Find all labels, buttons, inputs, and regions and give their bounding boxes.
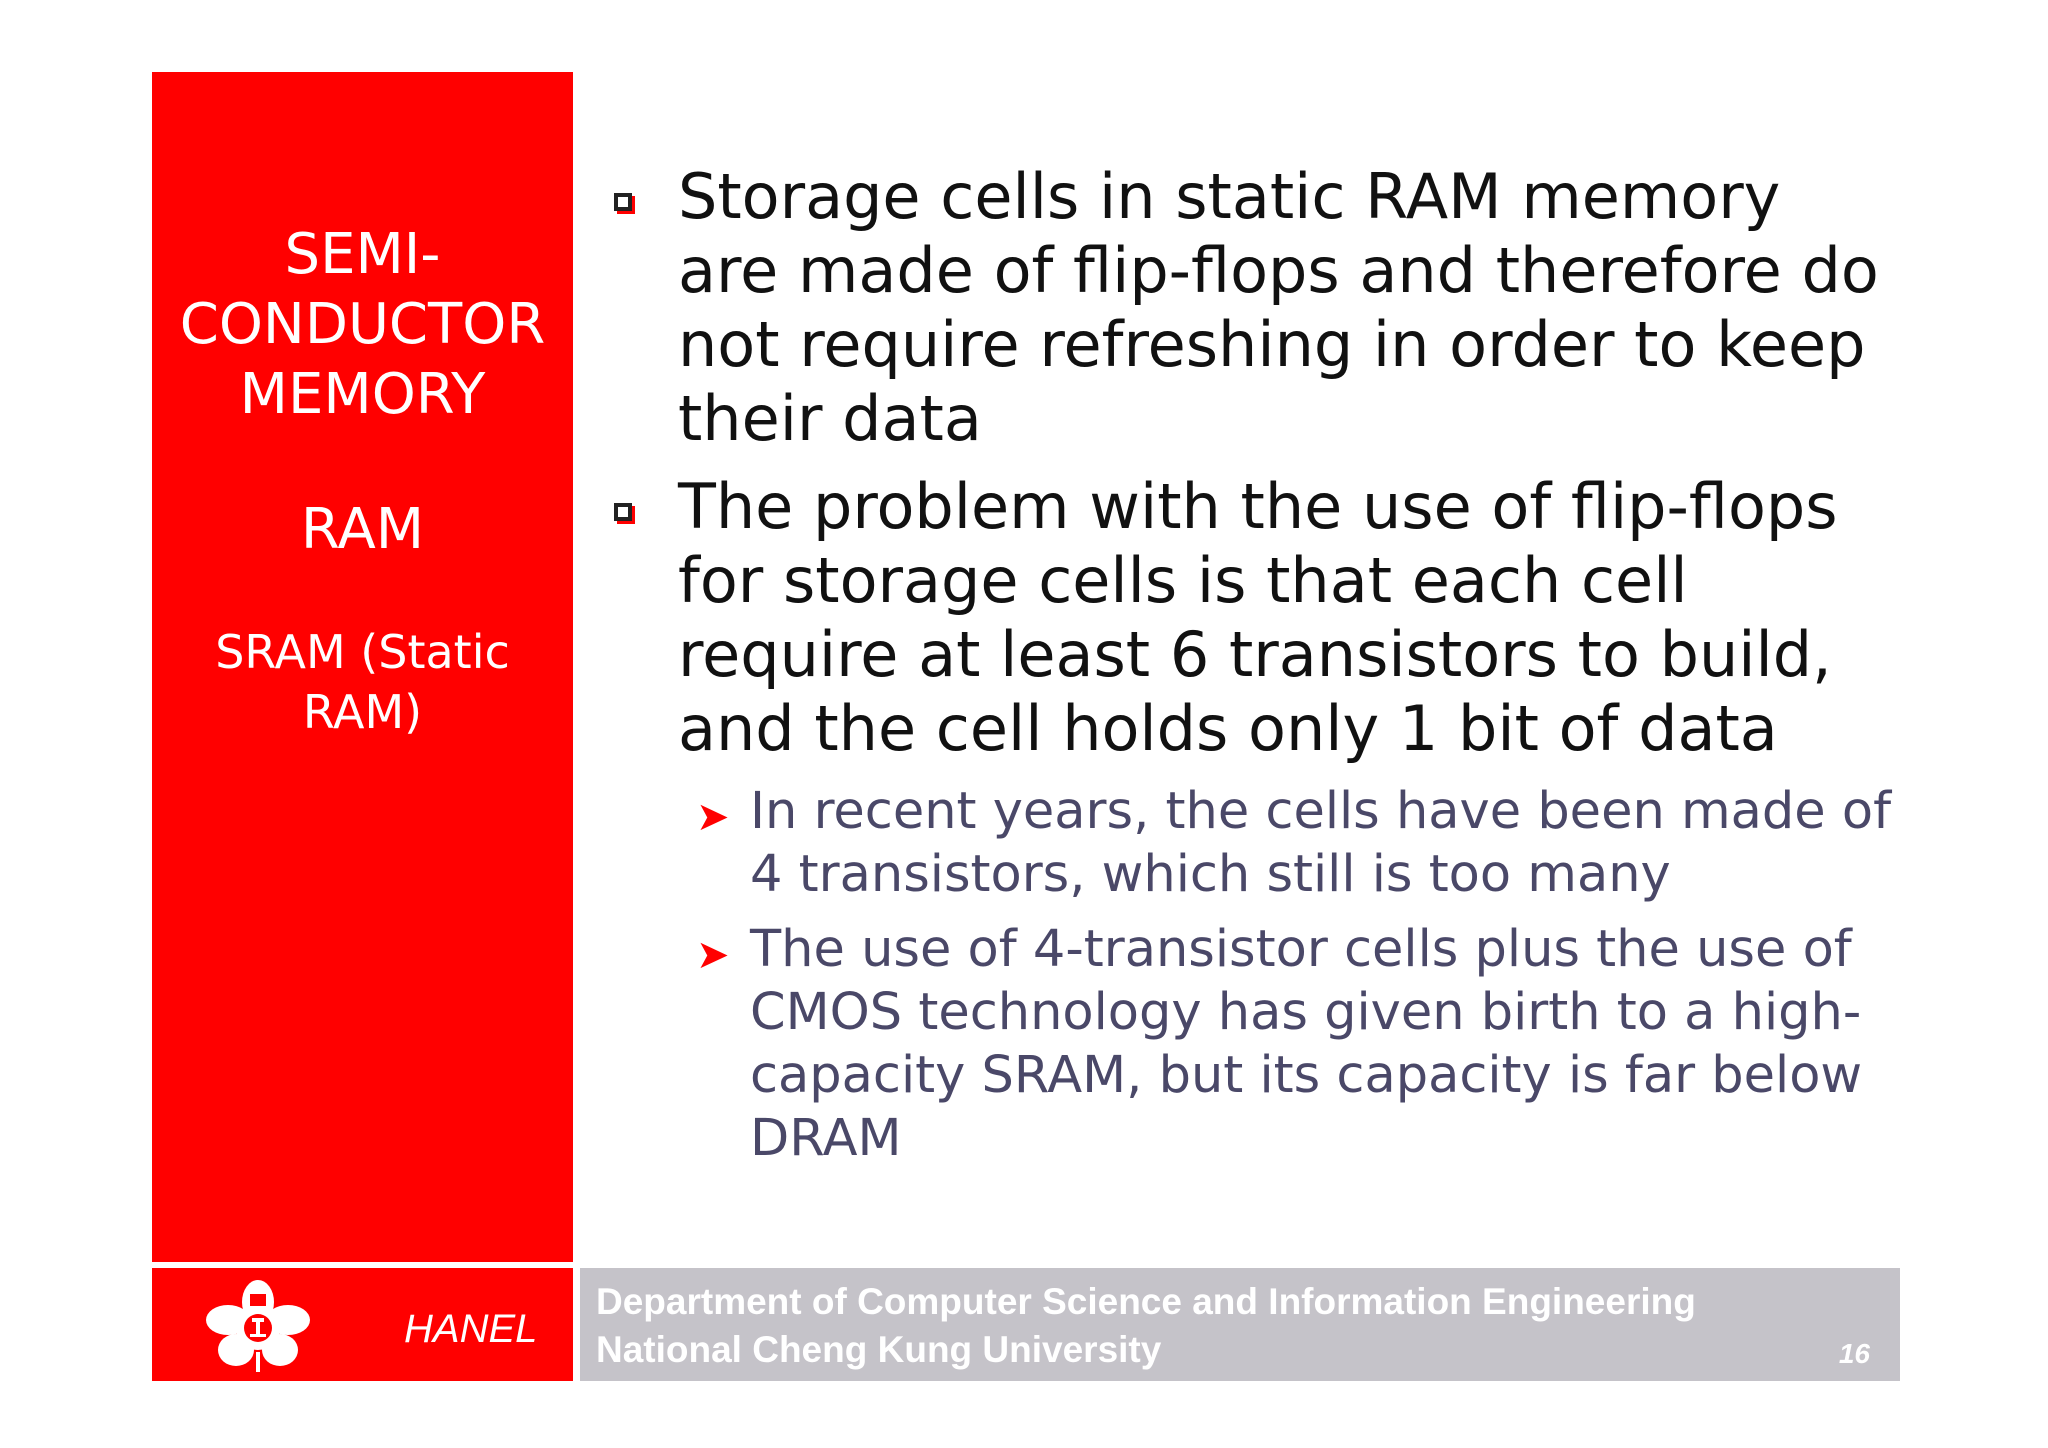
footer-left: [152, 1268, 573, 1381]
sub-bullet-text: The use of 4-transistor cells plus the use of CMOS technology has given birth to a high-capacity SRAM, but its capacity is far below DRAM: [750, 920, 1863, 1168]
bullet-item: [600, 470, 1900, 766]
square-bullet-icon: [614, 503, 632, 521]
university-name: National Cheng Kung University: [596, 1329, 1162, 1370]
sidebar: [152, 72, 573, 1262]
sidebar-title: [152, 220, 573, 430]
slide-content: [600, 160, 1900, 1182]
sidebar-subsection: [152, 622, 573, 742]
sub-bullet-item: [600, 780, 1900, 906]
square-bullet-icon: [614, 193, 632, 211]
bullet-text: Storage cells in static RAM memory are made of flip-flops and therefore do not require refreshing in order to keep their data: [678, 160, 1879, 455]
department-name: Department of Computer Science and Information Engineering: [596, 1281, 1696, 1322]
university-seal-icon: [204, 1278, 312, 1374]
sidebar-title-line: SEMI-: [284, 222, 441, 287]
author-name: HANEL: [404, 1307, 538, 1351]
sidebar-subsection-line: RAM): [302, 685, 423, 739]
sidebar-title-line: MEMORY: [239, 362, 486, 427]
page-number: 16: [1838, 1338, 1870, 1369]
sidebar-section: RAM: [300, 497, 425, 562]
footer-right: [580, 1268, 1900, 1381]
sub-bullet-text: In recent years, the cells have been made of 4 transistors, which still is too many: [750, 782, 1892, 904]
sidebar-subsection-line: SRAM (Static: [215, 625, 510, 679]
arrow-bullet-icon: ➤: [696, 932, 730, 978]
sidebar-title-line: CONDUCTOR: [179, 292, 546, 357]
arrow-bullet-icon: ➤: [696, 794, 730, 840]
bullet-text: The problem with the use of flip-flops for storage cells is that each cell require at least 6 transistors to build, and the cell holds only 1 bit of data: [678, 470, 1838, 765]
sub-bullet-item: [600, 918, 1900, 1170]
bullet-item: [600, 160, 1900, 456]
